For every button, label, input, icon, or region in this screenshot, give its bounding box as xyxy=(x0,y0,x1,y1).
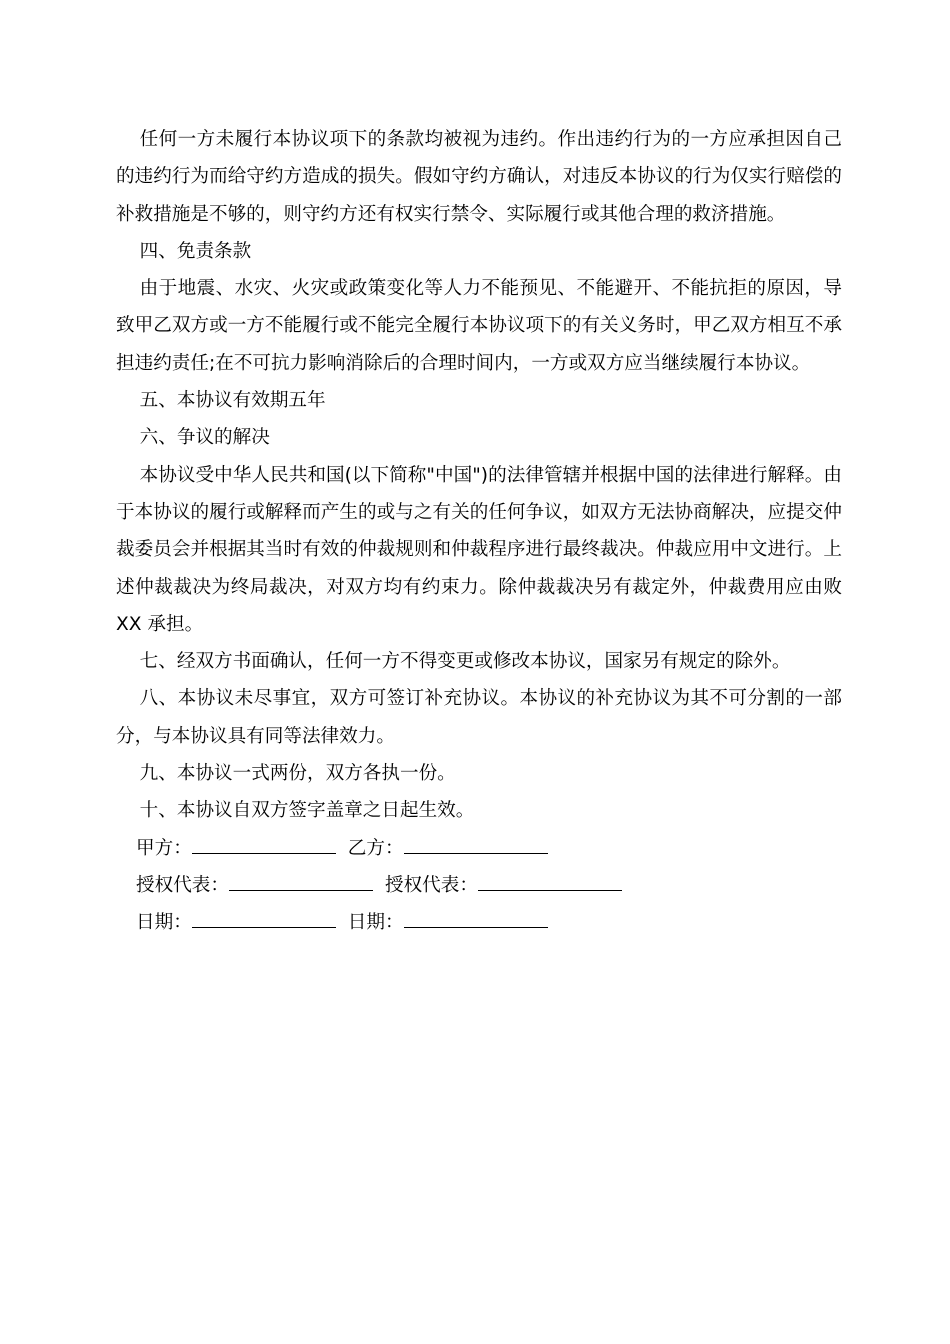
force-majeure-paragraph: 由于地震、水灾、火灾或政策变化等人力不能预见、不能避开、不能抗拒的原因，导致甲乙双方或一方不能履行或不能完全履行本协议项下的有关义务时，甲乙双方相互不承担违约责任;在不可抗力影响消除后的合理时间内，一方或双方应当继续履行本协议。 xyxy=(116,278,842,374)
rep-a-label: 授权代表： xyxy=(136,874,229,896)
dispute-resolution-paragraph: 本协议受中华人民共和国(以下简称"中国")的法律管辖并根据中国的法律进行解释。由于本协议的履行或解释而产生的或与之有关的任何争议，如双方无法协商解决，应提交仲裁委员会并根据其当时有效的仲裁规则和仲裁程序进行最终裁决。仲裁应用中文进行。上述仲裁裁决为终局裁决，对双方均有约束力。除仲裁裁决另有裁定外，仲裁费用应由败 XX 承担。 xyxy=(116,464,842,635)
signature-parties-row xyxy=(116,830,842,867)
date-a-label: 日期： xyxy=(136,912,192,934)
party-a-label: 甲方： xyxy=(136,837,192,859)
rep-b-label: 授权代表： xyxy=(384,874,478,896)
party-a-blank xyxy=(192,852,336,854)
section-10-paragraph: 十、本协议自双方签字盖章之日起生效。 xyxy=(139,800,475,822)
signature-representative-row xyxy=(116,867,842,904)
party-b-label: 乙方： xyxy=(347,837,404,859)
section-4-heading: 四、免责条款 xyxy=(139,240,252,262)
rep-a-blank xyxy=(229,889,373,891)
section-6-heading: 六、争议的解决 xyxy=(139,427,270,449)
section-5-heading: 五、本协议有效期五年 xyxy=(139,390,326,412)
breach-clause-paragraph: 任何一方未履行本协议项下的条款均被视为违约。作出违约行为的一方应承担因自己的违约行为而给守约方造成的损失。假如守约方确认，对违反本协议的行为仅实行赔偿的补救措施是不够的，则守约方还有权实行禁令、实际履行或其他合理的救济措施。 xyxy=(116,129,842,225)
date-a-blank xyxy=(192,926,336,928)
date-b-blank xyxy=(404,926,548,928)
section-8-paragraph: 八、本协议未尽事宜，双方可签订补充协议。本协议的补充协议为其不可分割的一部分，与本协议具有同等法律效力。 xyxy=(116,688,842,747)
party-b-blank xyxy=(404,852,548,854)
section-9-paragraph: 九、本协议一式两份，双方各执一份。 xyxy=(139,763,456,785)
signature-date-row xyxy=(116,904,842,941)
rep-b-blank xyxy=(478,889,622,891)
section-7-paragraph: 七、经双方书面确认，任何一方不得变更或修改本协议，国家另有规定的除外。 xyxy=(139,651,791,673)
date-b-label: 日期： xyxy=(347,912,404,934)
document-body xyxy=(116,121,842,942)
